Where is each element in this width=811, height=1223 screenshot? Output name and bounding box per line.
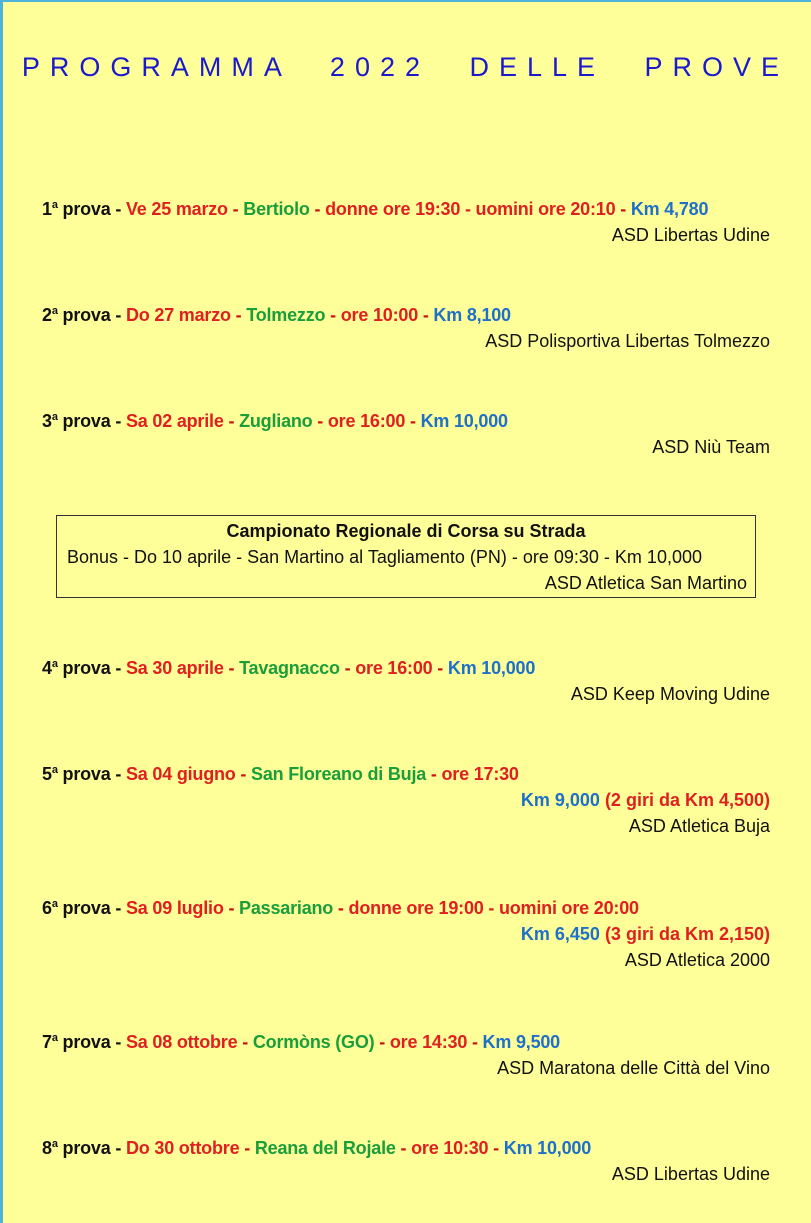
race-time: ore 17:30 <box>441 764 519 784</box>
race-place: Cormòns (GO) <box>252 1032 375 1052</box>
race-label: prova <box>57 1138 111 1158</box>
frame-top-border <box>0 0 811 2</box>
bonus-box <box>56 515 756 598</box>
frame-left-border <box>0 0 3 1223</box>
race-date: Sa 09 luglio <box>125 898 224 918</box>
race-entry-5 <box>42 761 770 839</box>
race-laps: (2 giri da Km 4,500) <box>604 790 770 810</box>
race-label: prova <box>57 658 111 678</box>
race-label: prova <box>57 199 111 219</box>
race-line-1: 5$^a$ prova - Sa 04 giugno - San Floreano di Buja - ore 17:30 <box>42 764 519 784</box>
race-date: Sa 04 giugno <box>125 764 236 784</box>
bonus-organizer: ASD Atletica San Martino <box>544 573 747 593</box>
race-line-1: 7$^a$ prova - Sa 08 ottobre - Cormòns (GO) - ore 14:30 - Km 9,500 <box>42 1032 560 1052</box>
race-place: San Floreano di Buja <box>251 764 427 784</box>
race-time: ore 10:00 <box>340 305 418 325</box>
race-date: Sa 30 aprile <box>125 658 224 678</box>
race-line-1: 1$^a$ prova - Ve 25 marzo - Bertiolo - donne ore 19:30 - uomini ore 20:10 - Km 4,780 <box>42 199 709 219</box>
race-label: prova <box>57 764 111 784</box>
race-ordinal: a <box>51 199 58 211</box>
race-entry-2 <box>42 302 770 354</box>
race-line-1: 3$^a$ prova - Sa 02 aprile - Zugliano - ore 16:00 - Km 10,000 <box>42 411 508 431</box>
race-time: ore 14:30 <box>389 1032 468 1052</box>
race-km: Km 6,450 <box>520 924 600 944</box>
race-label: prova <box>57 411 111 431</box>
race-number: 4 <box>42 658 52 678</box>
race-laps: (3 giri da Km 2,150) <box>604 924 770 944</box>
race-date: Ve 25 marzo <box>125 199 228 219</box>
race-entry-3 <box>42 408 770 460</box>
race-entry-1 <box>42 196 770 248</box>
race-entry-7 <box>42 1029 770 1081</box>
race-organizer: ASD Libertas Udine <box>611 1164 770 1184</box>
race-ordinal: a <box>51 764 58 776</box>
bonus-title: Campionato Regionale di Corsa su Strada <box>226 521 586 541</box>
race-time: donne ore 19:00 - uomini ore 20:00 <box>348 898 639 918</box>
race-place: Tolmezzo <box>246 305 326 325</box>
race-organizer: ASD Polisportiva Libertas Tolmezzo <box>485 331 770 351</box>
race-time: ore 10:30 <box>411 1138 489 1158</box>
race-organizer: ASD Atletica 2000 <box>624 950 770 970</box>
race-km: Km 10,000 <box>447 658 536 678</box>
race-place: Bertiolo <box>243 199 310 219</box>
race-organizer: ASD Libertas Udine <box>611 225 770 245</box>
page-title: PROGRAMMA 2022 DELLE PROVE <box>21 52 790 82</box>
race-place: Zugliano <box>239 411 313 431</box>
race-km: Km 9,000 <box>520 790 600 810</box>
race-number: 5 <box>42 764 52 784</box>
race-organizer: ASD Niù Team <box>652 437 770 457</box>
race-km: Km 8,100 <box>433 305 511 325</box>
race-ordinal: a <box>51 305 58 317</box>
race-number: 3 <box>42 411 52 431</box>
race-organizer: ASD Keep Moving Udine <box>570 684 770 704</box>
race-label: prova <box>57 305 111 325</box>
race-ordinal: a <box>51 1032 58 1044</box>
race-number: 7 <box>42 1032 52 1052</box>
race-line-1: 8$^a$ prova - Do 30 ottobre - Reana del Rojale - ore 10:30 - Km 10,000 <box>42 1138 592 1158</box>
race-number: 2 <box>42 305 52 325</box>
race-number: 8 <box>42 1138 52 1158</box>
race-ordinal: a <box>51 1138 58 1150</box>
race-date: Sa 08 ottobre <box>125 1032 238 1052</box>
race-line-1: 6$^a$ prova - Sa 09 luglio - Passariano - donne ore 19:00 - uomini ore 20:00 <box>42 898 639 918</box>
race-label: prova <box>57 1032 111 1052</box>
race-place: Tavagnacco <box>239 658 340 678</box>
race-line-1: 2$^a$ prova - Do 27 marzo - Tolmezzo - ore 10:00 - Km 8,100 <box>42 305 511 325</box>
race-date: Do 27 marzo <box>125 305 231 325</box>
race-ordinal: a <box>51 658 58 670</box>
race-time: ore 16:00 <box>327 411 406 431</box>
race-entry-6 <box>42 895 770 973</box>
race-entry-8 <box>42 1135 770 1187</box>
race-entry-4 <box>42 655 770 707</box>
race-distance-line <box>42 787 770 813</box>
race-distance-line <box>42 921 770 947</box>
race-date: Do 30 ottobre <box>125 1138 240 1158</box>
race-place: Passariano <box>239 898 334 918</box>
race-time: donne ore 19:30 - uomini ore 20:10 <box>325 199 616 219</box>
race-line-1: 4$^a$ prova - Sa 30 aprile - Tavagnacco - ore 16:00 - Km 10,000 <box>42 658 536 678</box>
race-organizer: ASD Atletica Buja <box>628 816 770 836</box>
race-time: ore 16:00 <box>355 658 433 678</box>
race-date: Sa 02 aprile <box>125 411 224 431</box>
race-km: Km 4,780 <box>630 199 709 219</box>
race-km: Km 10,000 <box>420 411 508 431</box>
bonus-details: Bonus - Do 10 aprile - San Martino al Tagliamento (PN) - ore 09:30 - Km 10,000 <box>67 547 702 567</box>
race-label: prova <box>57 898 111 918</box>
race-organizer: ASD Maratona delle Città del Vino <box>497 1058 770 1078</box>
race-ordinal: a <box>51 411 58 423</box>
race-place: Reana del Rojale <box>254 1138 396 1158</box>
race-number: 6 <box>42 898 52 918</box>
race-km: Km 9,500 <box>482 1032 560 1052</box>
race-km: Km 10,000 <box>503 1138 592 1158</box>
race-ordinal: a <box>51 898 58 910</box>
race-number: 1 <box>42 199 52 219</box>
